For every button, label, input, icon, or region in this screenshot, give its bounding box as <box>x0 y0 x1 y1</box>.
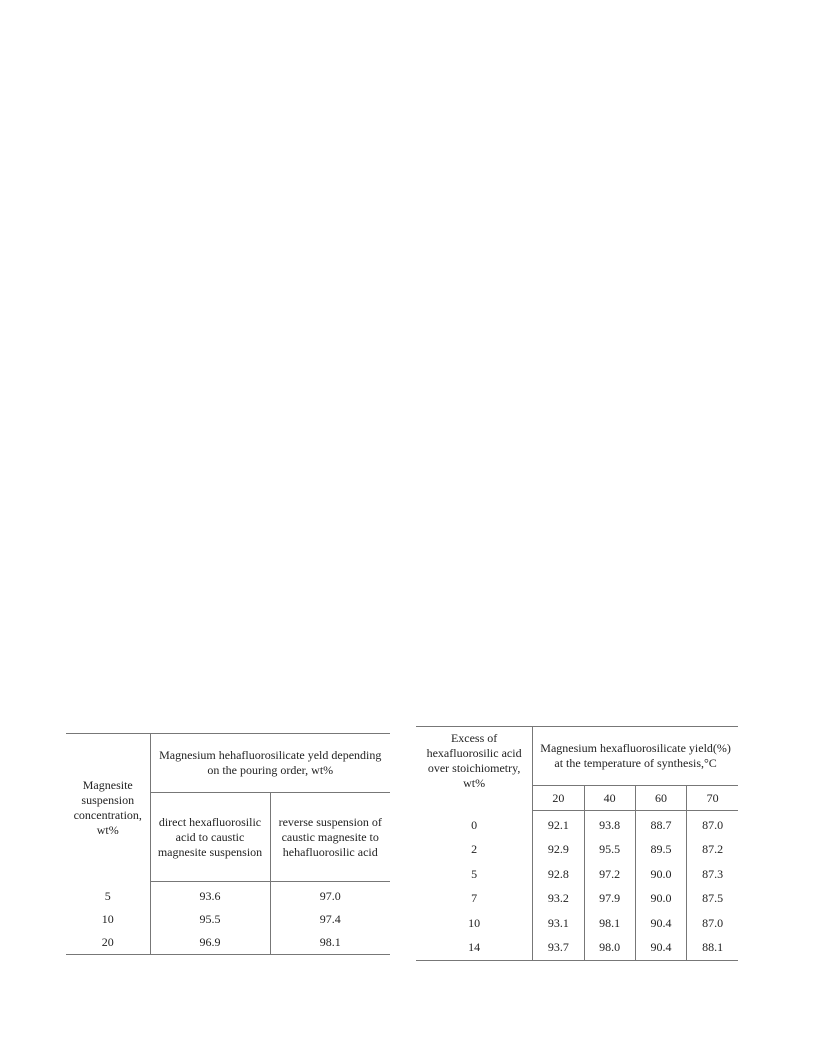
yield-cell: 88.1 <box>702 940 724 955</box>
concentration-column-header: Magnesite suspension concentration, wt% <box>66 734 150 882</box>
table-row <box>66 908 390 931</box>
reverse-yield-cell: 97.4 <box>319 912 341 926</box>
table-row <box>416 862 738 887</box>
yield-temperature-group-header: Magnesium hexafluorosilicate yield(%) at the temperature of synthesis,°C <box>533 727 738 786</box>
direct-order-header: direct hexafluorosilic acid to caustic magnesite suspension <box>150 793 270 882</box>
temperature-header: 70 <box>687 786 738 811</box>
table-row <box>416 811 738 838</box>
yield-cell: 90.0 <box>635 887 686 912</box>
table-row <box>416 887 738 912</box>
direct-yield-cell: 95.5 <box>150 908 270 931</box>
acid-excess-cell: 0 <box>416 811 533 838</box>
yield-cell: 87.2 <box>702 842 724 857</box>
pouring-order-yield-table <box>66 733 390 955</box>
yield-cell: 93.1 <box>533 911 584 936</box>
yield-cell: 87.3 <box>702 866 724 881</box>
direct-yield-cell: 96.9 <box>150 931 270 955</box>
yield-cell: 98.1 <box>584 911 635 936</box>
acid-excess-cell: 7 <box>416 887 533 912</box>
acid-excess-cell: 2 <box>416 838 533 863</box>
yield-cell: 90.0 <box>635 862 686 887</box>
yield-cell: 92.8 <box>533 862 584 887</box>
yield-cell: 87.0 <box>702 915 724 930</box>
yield-cell: 92.9 <box>533 838 584 863</box>
yield-cell: 89.5 <box>635 838 686 863</box>
yield-cell: 97.2 <box>584 862 635 887</box>
yield-cell: 92.1 <box>533 811 584 838</box>
concentration-cell: 5 <box>66 882 150 909</box>
table-row <box>416 936 738 961</box>
acid-excess-column-header: Excess of hexafluorosilic acid over stoichiometry, wt% <box>416 727 533 811</box>
acid-excess-cell: 10 <box>416 911 533 936</box>
yield-cell: 87.5 <box>702 891 724 906</box>
temperature-header: 20 <box>533 786 584 811</box>
yield-cell: 93.7 <box>533 936 584 961</box>
acid-excess-cell: 14 <box>416 936 533 961</box>
reverse-yield-cell: 97.0 <box>319 889 341 903</box>
temperature-yield-table <box>416 726 738 961</box>
yield-cell: 90.4 <box>635 911 686 936</box>
concentration-cell: 20 <box>66 931 150 955</box>
table-row <box>416 838 738 863</box>
acid-excess-cell: 5 <box>416 862 533 887</box>
yield-group-header: Magnesium hehafluorosilicate yeld depending on the pouring order, wt% <box>150 734 390 793</box>
reverse-order-header: reverse suspension of caustic magnesite to hehafluorosilic acid <box>270 793 390 882</box>
temperature-header: 40 <box>584 786 635 811</box>
yield-cell: 90.4 <box>635 936 686 961</box>
direct-yield-cell: 93.6 <box>150 882 270 909</box>
yield-cell: 98.0 <box>584 936 635 961</box>
table-row <box>416 911 738 936</box>
yield-cell: 93.2 <box>533 887 584 912</box>
table-row <box>66 931 390 955</box>
table-row <box>66 882 390 909</box>
yield-cell: 88.7 <box>635 811 686 838</box>
concentration-cell: 10 <box>66 908 150 931</box>
temperature-header: 60 <box>635 786 686 811</box>
yield-cell: 97.9 <box>584 887 635 912</box>
yield-cell: 87.0 <box>702 817 724 832</box>
reverse-yield-cell: 98.1 <box>319 935 341 949</box>
yield-cell: 93.8 <box>584 811 635 838</box>
yield-cell: 95.5 <box>584 838 635 863</box>
